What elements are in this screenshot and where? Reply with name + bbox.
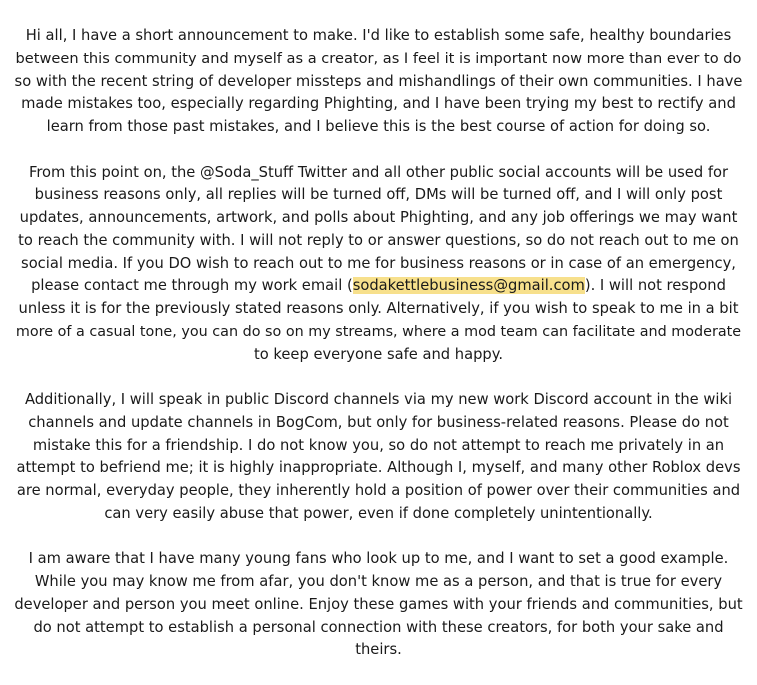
text-line: so with the recent string of developer missteps and mishandlings of their own communities. I have <box>14 72 743 90</box>
text-line: business reasons only, all replies will be turned off, DMs will be turned off, and I will only post <box>34 186 723 204</box>
email-line-after: ). I will not respond <box>584 277 726 295</box>
text-line: From this point on, the @Soda_Stuff Twitter and all other public social accounts will be used for <box>28 163 729 181</box>
paragraph-discord <box>14 389 743 526</box>
text-line: between this community and myself as a creator, as I feel it is important now more than ever to do <box>15 49 742 67</box>
text-line: theirs. <box>355 641 402 659</box>
text-line: learn from those past mistakes, and I believe this is the best course of action for doing so. <box>46 118 711 135</box>
paragraph-young-fans <box>14 548 743 662</box>
paragraph-intro <box>14 25 743 139</box>
text-line: updates, announcements, artwork, and polls about Phighting, and any job offerings we may want <box>19 209 738 226</box>
email-line <box>14 275 743 298</box>
text-line: to keep everyone safe and happy. <box>253 345 503 363</box>
text-line: While you may know me from afar, you don't know me as a person, and that is true for every <box>34 573 723 590</box>
work-email-highlight[interactable]: sodakettlebusiness@gmail.com <box>352 277 585 295</box>
text-line: channels and update channels in BogCom, but only for business-related reasons. Please do not <box>28 413 729 431</box>
paragraph-social-accounts <box>14 162 743 367</box>
text-line: mistake this for a friendship. I do not know you, so do not attempt to reach me privately in an <box>32 436 725 454</box>
text-line: to reach the community with. I will not reply to or answer questions, so do not reach out to me on <box>18 231 739 249</box>
text-line: are normal, everyday people, they inherently hold a position of power over their communities and <box>16 482 741 499</box>
text-line: social media. If you DO wish to reach out to me for business reasons or in case of an emergency, <box>21 254 736 272</box>
email-line-before: please contact me through my work email ( <box>31 277 353 295</box>
text-line: more of a casual tone, you can do so on my streams, where a mod team can facilitate and moderate <box>15 323 742 340</box>
text-line: Additionally, I will speak in public Discord channels via my new work Discord account in the wiki <box>24 391 733 408</box>
text-line: unless it is for the previously stated reasons only. Alternatively, if you wish to speak to me in a bit <box>18 300 739 317</box>
text-line: developer and person you meet online. Enjoy these games with your friends and communities, but <box>14 595 743 613</box>
text-line: made mistakes too, especially regarding Phighting, and I have been trying my best to rectify and <box>21 95 736 113</box>
text-line: do not attempt to establish a personal connection with these creators, for both your sake and <box>33 618 724 636</box>
text-line: Hi all, I have a short announcement to make. I'd like to establish some safe, healthy boundaries <box>25 27 732 44</box>
announcement-document <box>14 25 743 685</box>
text-line: attempt to befriend me; it is highly inappropriate. Although I, myself, and many other Roblox devs <box>16 459 741 477</box>
text-line: I am aware that I have many young fans who look up to me, and I want to set a good example. <box>28 550 729 568</box>
text-line: can very easily abuse that power, even if done completely unintentionally. <box>104 504 653 522</box>
